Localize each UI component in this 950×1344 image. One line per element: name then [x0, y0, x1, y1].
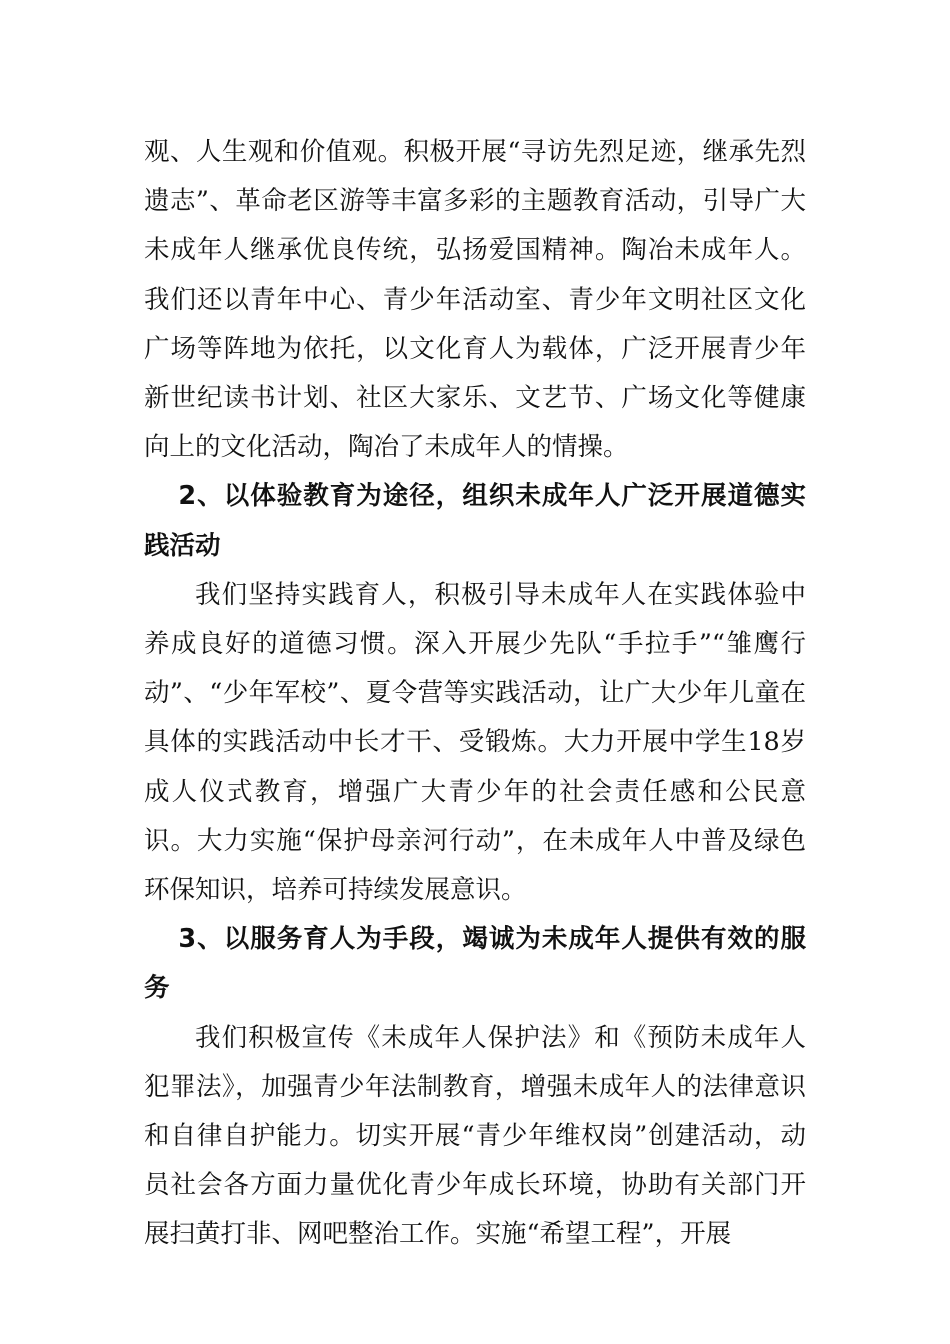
paragraph-continuation: 观、人生观和价值观。积极开展“寻访先烈足迹，继承先烈遗志”、革命老区游等丰富多彩的主题教育活动，引导广大未成年人继承优良传统，弘扬爱国精神。陶冶未成年人。我们还以青年中心、青少年活动室、青少年文明社区文化广场等阵地为依托，以文化育人为载体，广泛开展青少年新世纪读书计划、社区大家乐、文艺节、广场文化等健康向上的文化活动，陶冶了未成年人的情操。: [144, 137, 806, 463]
section-heading-3: 3、以服务育人为手段，竭诚为未成年人提供有效的服务: [144, 924, 806, 1004]
section-heading-2: 2、以体验教育为途径，组织未成年人广泛开展道德实践活动: [144, 481, 806, 561]
paragraph-section-2: 我们坚持实践育人，积极引导未成年人在实践体验中养成良好的道德习惯。深入开展少先队“手拉手”“雏鹰行动”、“少年军校”、夏令营等实践活动，让广大少年儿童在具体的实践活动中长才干、受锻炼。大力开展中学生18岁成人仪式教育，增强广大青少年的社会责任感和公民意识。大力实施“保护母亲河行动”，在未成年人中普及绿色环保知识，培养可持续发展意识。: [144, 579, 806, 906]
document-body: [144, 128, 806, 1260]
paragraph-section-3: 我们积极宣传《未成年人保护法》和《预防未成年人犯罪法》，加强青少年法制教育，增强未成年人的法律意识和自律自护能力。切实开展“青少年维权岗”创建活动，动员社会各方面力量优化青少年成长环境，协助有关部门开展扫黄打非、网吧整治工作。实施“希望工程”，开展: [144, 1022, 806, 1250]
